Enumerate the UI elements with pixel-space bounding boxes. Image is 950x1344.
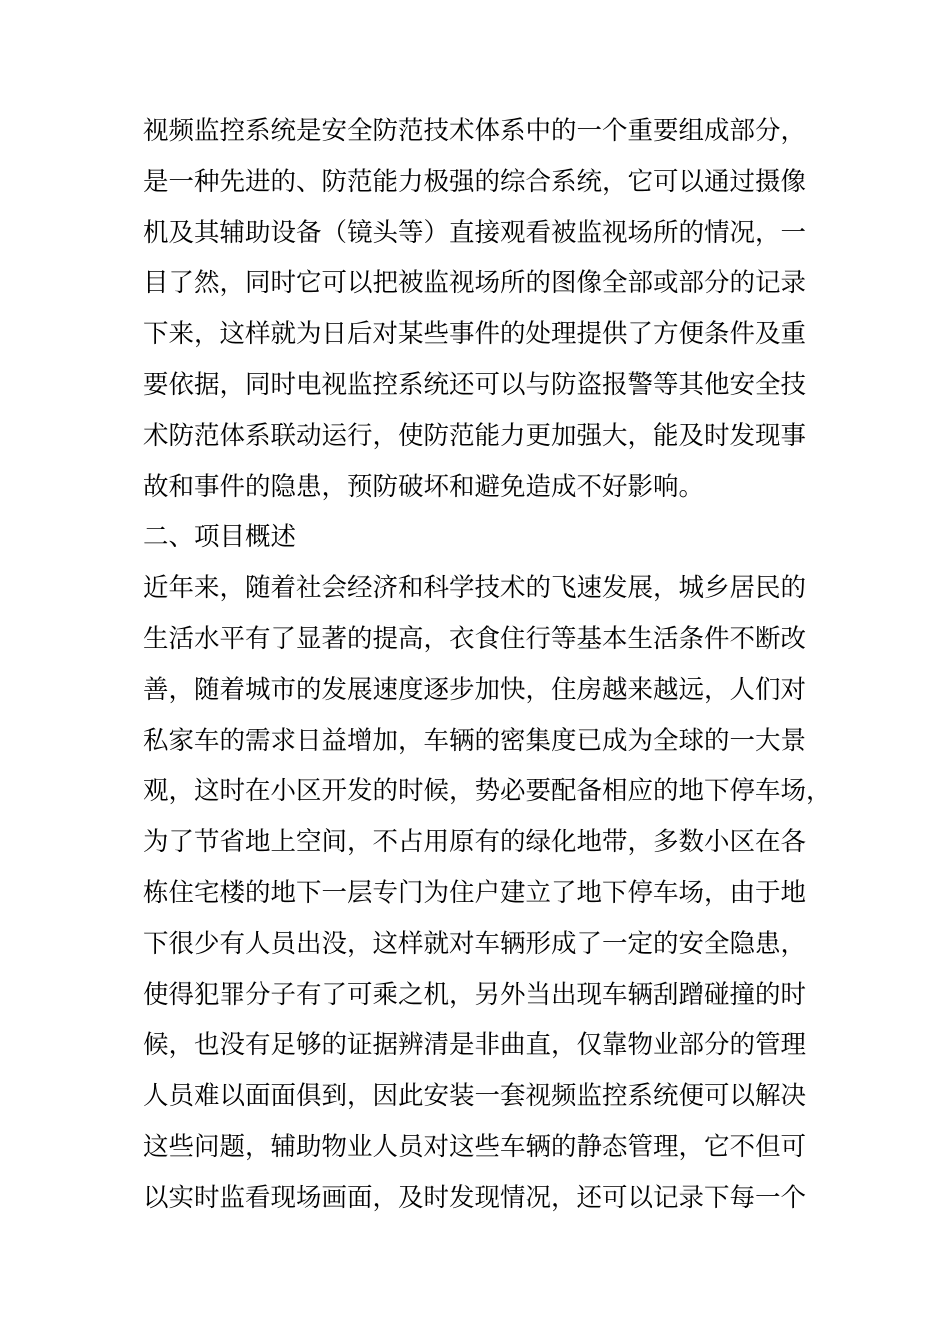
text-line: 栋住宅楼的地下一层专门为住户建立了地下停车场，由于地 [143, 877, 807, 908]
text-line: 以实时监看现场画面，及时发现情况，还可以记录下每一个 [143, 1182, 807, 1213]
text-line: 目了然，同时它可以把被监视场所的图像全部或部分的记录 [143, 268, 807, 299]
text-line: 观，这时在小区开发的时候，势必要配备相应的地下停车场， [143, 776, 832, 807]
text-line: 生活水平有了显著的提高，衣食住行等基本生活条件不断改 [143, 623, 807, 654]
text-line: 下很少有人员出没，这样就对车辆形成了一定的安全隐患， [143, 928, 807, 959]
text-line: 是一种先进的、防范能力极强的综合系统，它可以通过摄像 [143, 166, 807, 197]
text-line: 术防范体系联动运行，使防范能力更加强大，能及时发现事 [143, 420, 807, 451]
body-text [143, 106, 833, 1224]
text-line: 近年来，随着社会经济和科学技术的飞速发展，城乡居民的 [143, 573, 807, 604]
text-line: 视频监控系统是安全防范技术体系中的一个重要组成部分， [143, 116, 807, 146]
text-line: 善，随着城市的发展速度逐步加快，住房越来越远，人们对 [143, 674, 807, 705]
text-line: 下来，这样就为日后对某些事件的处理提供了方便条件及重 [143, 319, 807, 350]
text-line: 使得犯罪分子有了可乘之机，另外当出现车辆刮蹭碰撞的时 [143, 979, 807, 1010]
text-line: 人员难以面面俱到，因此安装一套视频监控系统便可以解决 [143, 1081, 807, 1112]
text-line: 故和事件的隐患，预防破坏和避免造成不好影响。 [143, 471, 705, 502]
text-line: 候，也没有足够的证据辨清是非曲直，仅靠物业部分的管理 [143, 1030, 807, 1061]
text-line: 要依据，同时电视监控系统还可以与防盗报警等其他安全技 [143, 369, 807, 400]
text-line: 私家车的需求日益增加，车辆的密集度已成为全球的一大景 [143, 725, 807, 756]
text-line: 机及其辅助设备（镜头等）直接观看被监视场所的情况，一 [143, 217, 807, 248]
text-line: 为了节省地上空间，不占用原有的绿化地带，多数小区在各 [143, 827, 807, 858]
text-line: 这些问题，辅助物业人员对这些车辆的静态管理，它不但可 [143, 1131, 807, 1162]
section-heading: 二、项目概述 [143, 522, 297, 553]
